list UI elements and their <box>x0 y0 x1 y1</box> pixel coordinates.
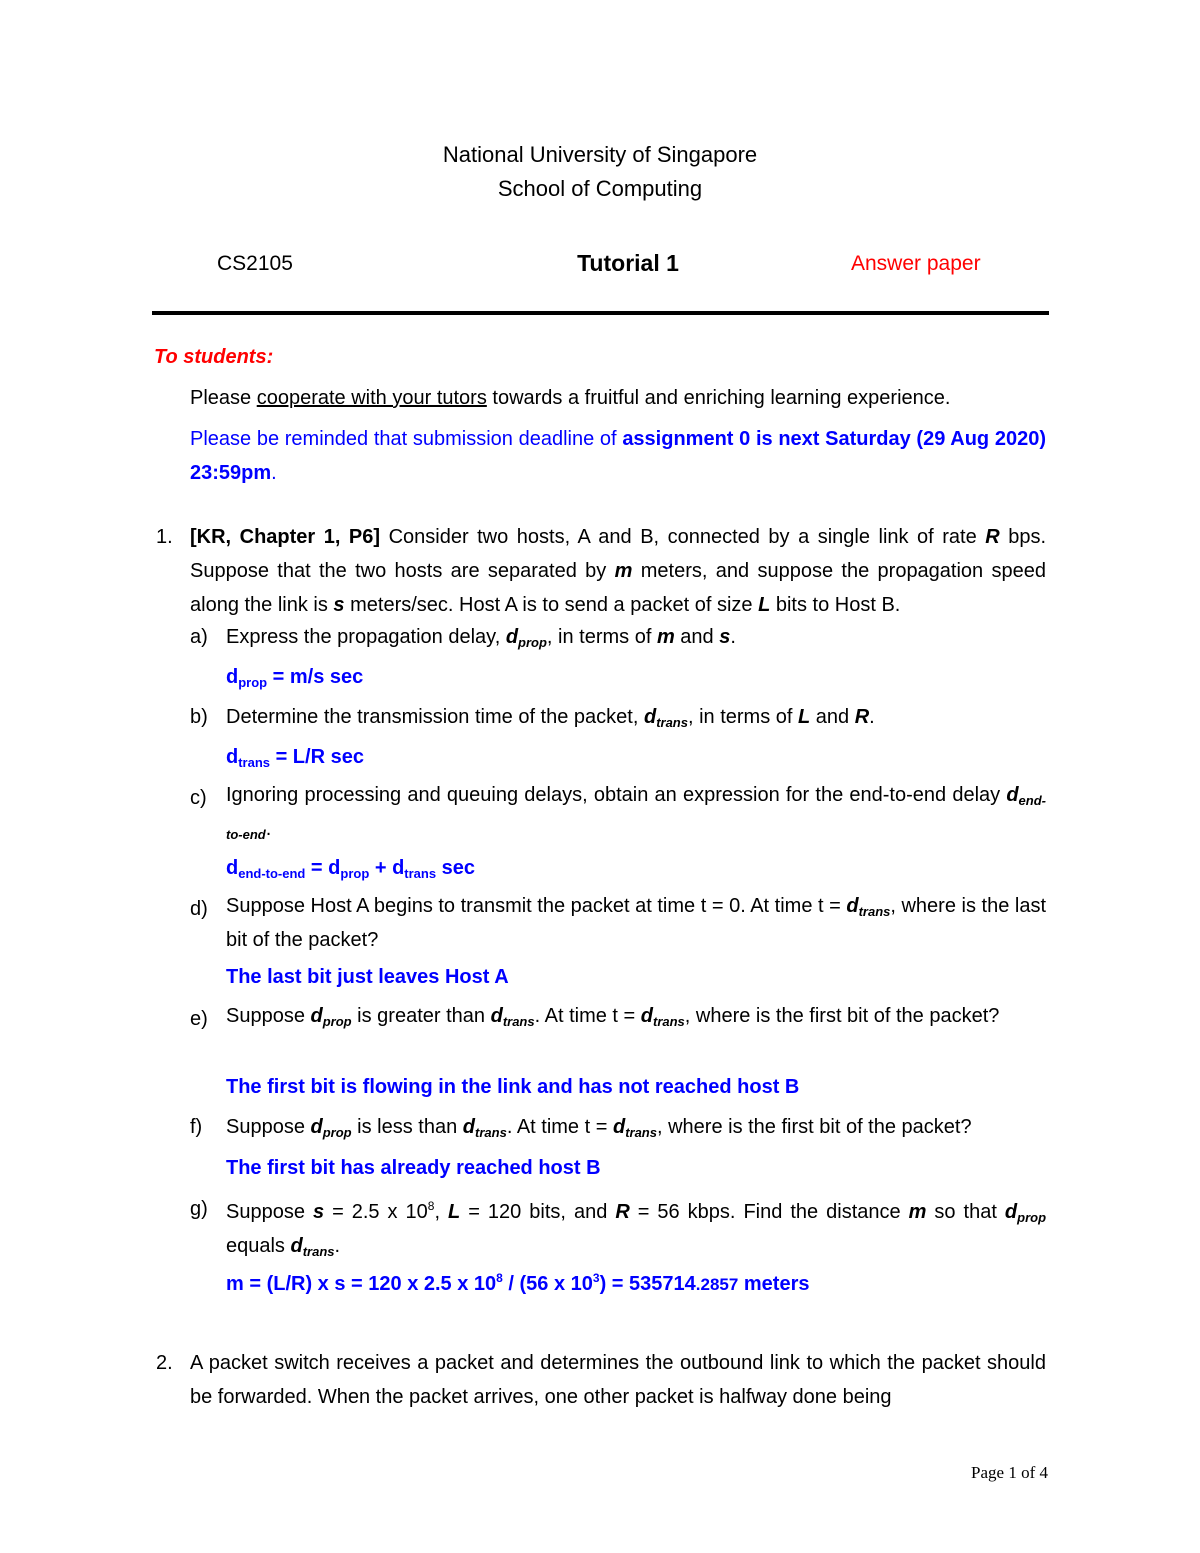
question-1-text: [KR, Chapter 1, P6] Consider two hosts, A and B, connected by a single link of rate R bps. Suppose that the two hosts are separated by m meters, and suppose the propagation speed along the link is s meters/sec. Host A is to send a packet of size L bits to Host B. <box>190 526 1046 616</box>
part-c-label: c) <box>190 787 207 809</box>
intro-heading: To students: <box>154 346 274 368</box>
intro-line: Please cooperate with your tutors towards a fruitful and enriching learning experience. <box>190 387 951 409</box>
part-f-label: f) <box>190 1116 203 1138</box>
reminder-text: Please be reminded that submission deadline of assignment 0 is next Saturday (29 Aug 2020) 23:59pm. <box>190 428 1046 484</box>
question-2-text: A packet switch receives a packet and determines the outbound link to which the packet should be forwarded. When the packet arrives, one other packet is halfway done being <box>190 1352 1046 1408</box>
part-g-question: Suppose s = 2.5 x $10^8$, L = 120 bits, and R = 56 kbps. Find the distance m so that $d_{prop}$ equals $d_{trans}$. <box>226 1199 1047 1259</box>
part-d-answer: The last bit just leaves Host A <box>226 966 509 988</box>
part-e-answer: The first bit is flowing in the link and has not reached host B <box>226 1076 800 1098</box>
question-2-number: 2. <box>156 1352 173 1374</box>
part-b-answer: $d_{trans} = L/R$ sec <box>226 746 364 770</box>
part-g-label: g) <box>190 1198 208 1220</box>
tutorial-title: Tutorial 1 <box>577 250 679 276</box>
part-d-label: d) <box>190 898 208 920</box>
part-c-question: Ignoring processing and queuing delays, obtain an expression for the end-to-end delay $d_{end-to-end}$. <box>226 784 1046 842</box>
course-code: CS2105 <box>217 252 293 275</box>
header-divider <box>152 311 1049 315</box>
part-e-question: Suppose $d_{prop}$ is greater than $d_{trans}$. At time $t = d_{trans}$, where is the first bit of the packet? <box>226 1005 1000 1029</box>
part-g-answer: m = (L/R) x s = 120 x 2.5 x $10^8 / (56$ x $10^3) = 535714.2857$ meters <box>226 1271 810 1295</box>
part-a-question: Express the propagation delay, $d_{prop}$, in terms of m and s. <box>226 626 736 650</box>
page-number: Page 1 of 4 <box>971 1463 1048 1482</box>
part-a-label: a) <box>190 626 208 648</box>
university-name: National University of Singapore <box>442 142 758 167</box>
part-e-label: e) <box>190 1008 208 1030</box>
part-f-question: Suppose $d_{prop}$ is less than $d_{trans}$. At time $t = d_{trans}$, where is the first bit of the packet? <box>226 1116 972 1140</box>
part-b-question: Determine the transmission time of the packet, $d_{trans}$, in terms of L and R. <box>226 706 875 730</box>
part-d-question: Suppose Host A begins to transmit the packet at time t = 0. At time $t = d_{trans}$, where is the last bit of the packet? <box>226 895 1047 951</box>
part-f-answer: The first bit has already reached host B <box>226 1157 601 1179</box>
part-a-answer: $d_{prop} = m/s$ sec <box>226 666 364 690</box>
paper-type-label: Answer paper <box>851 252 981 275</box>
part-b-label: b) <box>190 706 208 728</box>
cooperate-phrase: cooperate with your tutors <box>256 387 487 409</box>
question-1-number: 1. <box>156 526 173 548</box>
part-c-answer: $d_{end-to-end} = d_{prop} + d_{trans}$ sec <box>226 857 476 881</box>
school-name: School of Computing <box>497 176 703 201</box>
